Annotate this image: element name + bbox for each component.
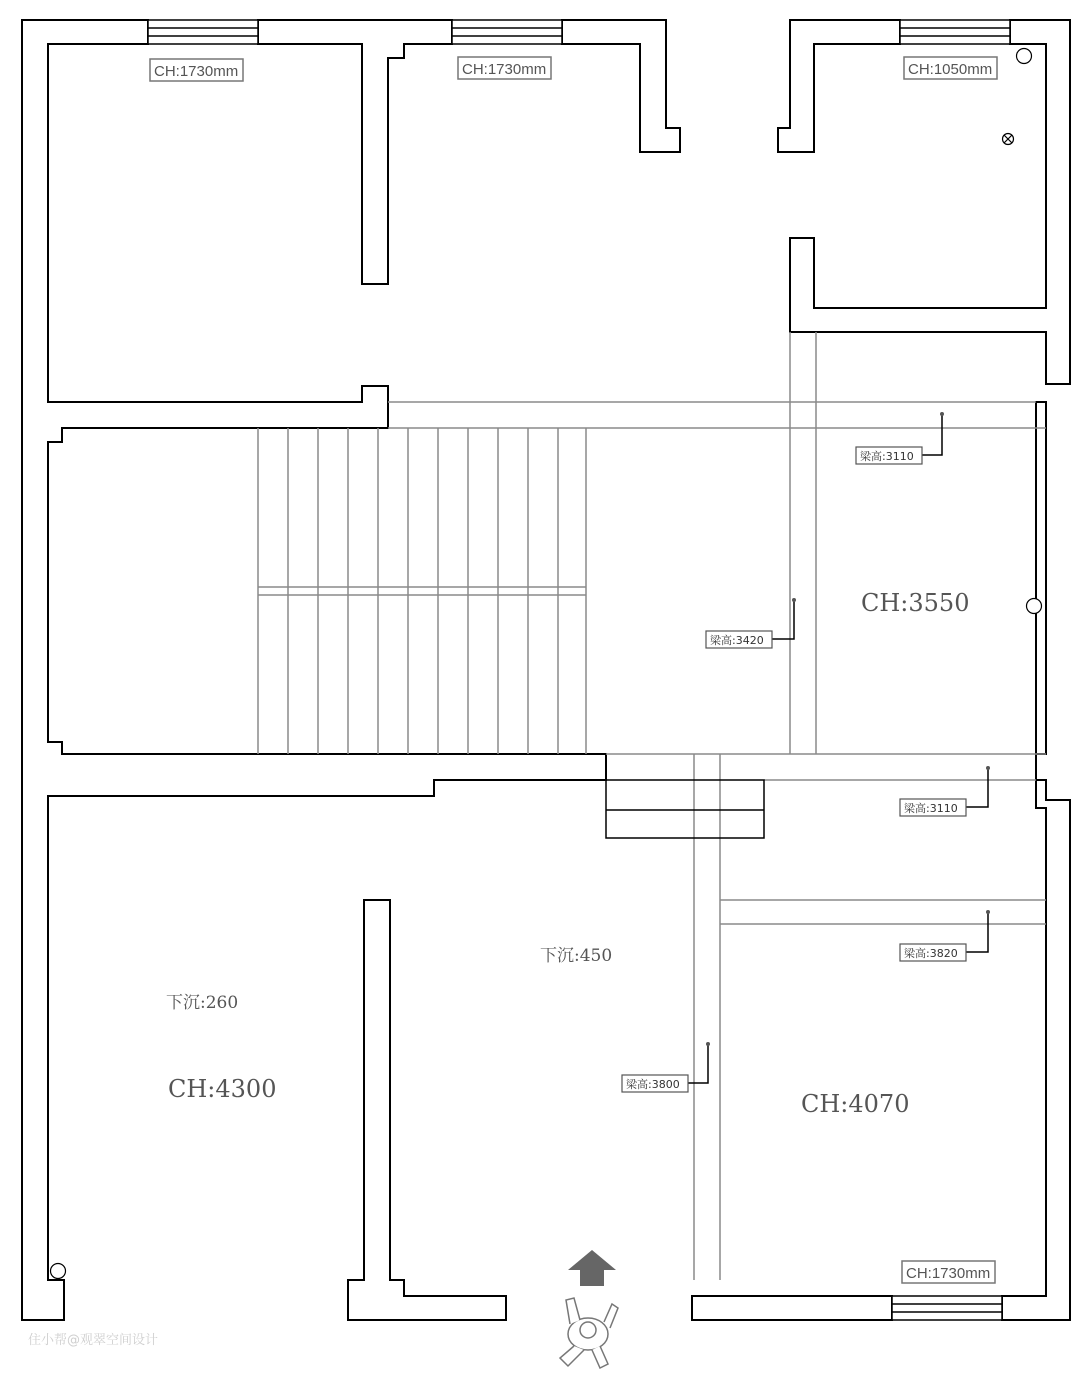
- beam-tag-top-text: 梁高:3110: [860, 450, 914, 463]
- beam-tag-right: [900, 766, 990, 816]
- wall-south-left: [348, 900, 506, 1320]
- window-nw: [148, 20, 258, 44]
- window-n: [452, 20, 562, 44]
- downpipe-icon: [1017, 49, 1032, 64]
- walls: [22, 20, 1070, 1320]
- beam-tag-se-text: 梁高:3820: [904, 947, 958, 960]
- downpipe-icon: [1027, 599, 1042, 614]
- ceiling-tag-nw: [150, 59, 243, 81]
- entrance-arrow-icon: [568, 1250, 616, 1286]
- beam-tag-se: [900, 910, 990, 961]
- window-se: [892, 1296, 1002, 1320]
- se-ceiling-label: CH:4070: [801, 1090, 910, 1118]
- ceiling-tag-ne: [904, 57, 997, 79]
- entry-steps: [606, 780, 764, 838]
- beam-tag-mid-text: 梁高:3420: [710, 634, 764, 647]
- wall-west: [22, 20, 606, 1320]
- beam-tag-top: [856, 412, 944, 464]
- center-sink-label: 下沉:450: [540, 946, 613, 966]
- ceiling-tag-n: [458, 57, 551, 79]
- beam-tag-center: [622, 1042, 710, 1092]
- wall-south-right: [692, 1296, 892, 1320]
- sw-sink-label: 下沉:260: [166, 993, 239, 1013]
- wall-east-lower: [1002, 402, 1070, 1320]
- person-icon: [560, 1298, 618, 1368]
- windows: [148, 20, 1010, 1320]
- wall-north-b: [562, 20, 680, 152]
- staircase: [258, 428, 586, 754]
- sw-ceiling-label: CH:4300: [168, 1075, 277, 1103]
- beam-tag-center-text: 梁高:3800: [626, 1078, 680, 1091]
- beam-tag-mid: [706, 598, 796, 648]
- ceiling-tag-se: [902, 1261, 995, 1283]
- downpipe-icon: [51, 1264, 66, 1279]
- ceiling-tag-nw-text: CH:1730mm: [154, 63, 239, 80]
- ceiling-light-icon: [1003, 134, 1014, 145]
- beam-tag-right-text: 梁高:3110: [904, 802, 958, 815]
- wall-northeast: [778, 20, 900, 152]
- ceiling-tag-se-text: CH:1730mm: [906, 1265, 991, 1282]
- window-ne: [900, 20, 1010, 44]
- stair-hall-ceiling-label: CH:3550: [861, 589, 970, 617]
- ceiling-tag-n-text: CH:1730mm: [462, 61, 547, 78]
- ceiling-tag-ne-text: CH:1050mm: [908, 61, 993, 78]
- wall-north-a: [258, 20, 452, 284]
- watermark: 住小帮@观翠空间设计: [28, 1333, 159, 1348]
